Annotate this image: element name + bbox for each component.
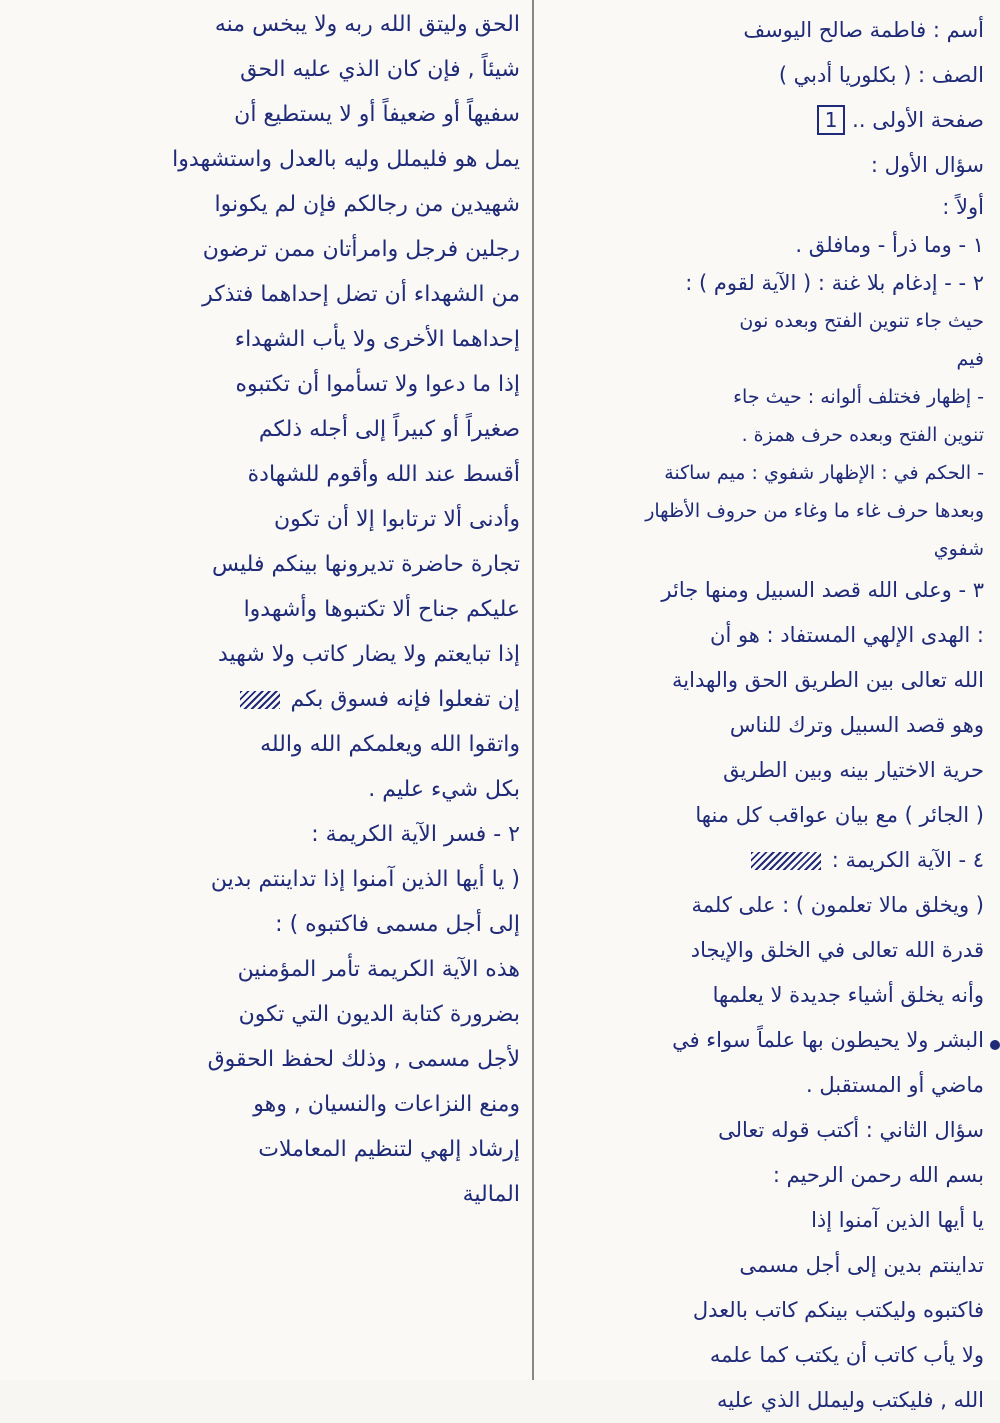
crossed-out-word [240, 691, 280, 709]
left-line-12: تجارة حاضرة تديرونها بينكم فليس [212, 552, 520, 577]
right-line-28: ولا يأب كاتب أن يكتب كما علمه [709, 1343, 984, 1367]
crossed-out-word [751, 852, 821, 870]
right-column [540, 0, 994, 1412]
right-line-10: شفوي [933, 538, 984, 560]
left-line-7: إحداهما الأخرى ولا يأب الشهداء [234, 327, 520, 352]
left-line-18: ٢ - فسر الآية الكريمة : [311, 822, 520, 847]
left-line-25: إرشاد إلهي لتنظيم المعاملات [258, 1137, 520, 1162]
right-line-17: ٤ - الآية الكريمة : [831, 848, 984, 872]
right-line-27: فاكتبوه وليكتب بينكم كاتب بالعدل [692, 1298, 984, 1322]
right-line-2: ١ - وما ذرأ - ومافلق . [795, 233, 984, 257]
right-line-8: - الحكم في : الإظهار شفوي : ميم ساكنة [664, 462, 984, 484]
left-line-1: شيئاً , فإن كان الذي عليه الحق [240, 57, 520, 82]
left-line-20: إلى أجل مسمى فاكتبوه ) : [275, 912, 520, 937]
right-line-26: تداينتم بدين إلى أجل مسمى [739, 1253, 984, 1277]
left-line-23: لأجل مسمى , وذلك لحفظ الحقوق [207, 1047, 520, 1072]
left-line-2: سفيهاً أو ضعيفاً أو لا يستطيع أن [234, 102, 520, 127]
right-line-7: تنوين الفتح وبعده حرف همزة . [741, 424, 984, 446]
right-line-0: سؤال الأول : [870, 153, 984, 177]
right-line-17-row [544, 838, 984, 883]
right-line-4: حيث جاء تنوين الفتح وبعده نون [739, 310, 984, 332]
student-name: أسم : فاطمة صالح اليوسف [743, 18, 984, 42]
left-line-3: يمل هو فليملل وليه بالعدل واستشهدوا [172, 147, 520, 172]
right-line-24: بسم الله رحمن الرحيم : [772, 1163, 984, 1187]
page-label-row [544, 98, 984, 143]
right-line-11: ٣ - وعلى الله قصد السبيل ومنها جائر [661, 578, 984, 602]
left-line-14: إذا تبايعتم ولا يضار كاتب ولا شهيد [218, 642, 520, 667]
bullet-dot [990, 1040, 1000, 1050]
right-line-22: ماضي أو المستقبل . [806, 1073, 984, 1097]
column-divider [532, 0, 534, 1380]
right-line-9: وبعدها حرف غاء ما وغاء من حروف الأظهار [645, 500, 984, 522]
left-line-4: شهيدين من رجالكم فإن لم يكونوا [214, 192, 520, 217]
left-line-17: بكل شيء عليم . [368, 777, 520, 802]
right-line-25: يا أيها الذين آمنوا إذا [811, 1208, 984, 1232]
right-line-23: سؤال الثاني : أكتب قوله تعالى [718, 1118, 984, 1142]
left-line-5: رجلين فرجل وامرأتان ممن ترضون [202, 237, 520, 262]
left-line-16: واتقوا الله ويعلمكم الله والله [260, 732, 520, 757]
right-line-15: حرية الاختيار بينه وبين الطريق [723, 758, 984, 782]
right-line-5: فيم [956, 348, 984, 370]
right-line-12: : الهدى الإلهي المستفاد : هو أن [710, 623, 984, 647]
right-line-13: الله تعالى بين الطريق الحق والهداية [672, 668, 984, 692]
left-line-15: إن تفعلوا فإنه فسوق بكم [290, 687, 520, 712]
student-class: الصف : ( بكلوريا أدبي ) [778, 63, 984, 87]
right-line-21: البشر ولا يحيطون بها علماً سواء في [672, 1028, 984, 1052]
right-line-19: قدرة الله تعالى في الخلق والإيجاد [690, 938, 984, 962]
right-line-6: - إظهار فختلف ألوانه : حيث جاء [733, 386, 984, 408]
left-line-11: وأدنى ألا ترتابوا إلا أن تكون [273, 507, 520, 532]
right-line-29: الله , فليكتب وليملل الذي عليه [716, 1388, 984, 1412]
left-line-0: الحق وليتق الله ربه ولا يبخس منه [214, 12, 520, 37]
right-line-1: أولاً : [942, 195, 984, 219]
left-line-19: ( يا أيها الذين آمنوا إذا تداينتم بدين [210, 867, 520, 892]
left-line-22: بضرورة كتابة الديون التي تكون [238, 1002, 520, 1027]
left-line-10: أقسط عند الله وأقوم للشهادة [247, 462, 520, 487]
right-line-3: ٢ - - إدغام بلا غنة : ( الآية لقوم ) : [685, 271, 984, 295]
left-line-13: عليكم جناح ألا تكتبوها وأشهدوا [243, 597, 520, 622]
right-line-20: وأنه يخلق أشياء جديدة لا يعلمها [712, 983, 984, 1007]
right-line-16: ( الجائر ) مع بيان عواقب كل منها [695, 803, 984, 827]
left-line-24: ومنع النزاعات والنسيان , وهو [253, 1092, 520, 1117]
left-line-26: المالية [462, 1182, 520, 1207]
left-line-9: صغيراً أو كبيراً إلى أجله ذلكم [258, 417, 520, 442]
left-line-6: من الشهداء أن تضل إحداهما فتذكر [202, 282, 520, 307]
page-number-box: 1 [817, 105, 846, 135]
left-line-8: إذا ما دعوا ولا تسأموا أن تكتبوه [235, 372, 520, 397]
right-line-18: ( ويخلق مالا تعلمون ) : على كلمة [691, 893, 984, 917]
left-column [6, 0, 528, 1380]
page-label: صفحة الأولى .. [852, 108, 984, 132]
left-line-15-row [10, 677, 520, 722]
right-line-14: وهو قصد السبيل وترك للناس [729, 713, 984, 737]
left-line-21: هذه الآية الكريمة تأمر المؤمنين [237, 957, 520, 982]
